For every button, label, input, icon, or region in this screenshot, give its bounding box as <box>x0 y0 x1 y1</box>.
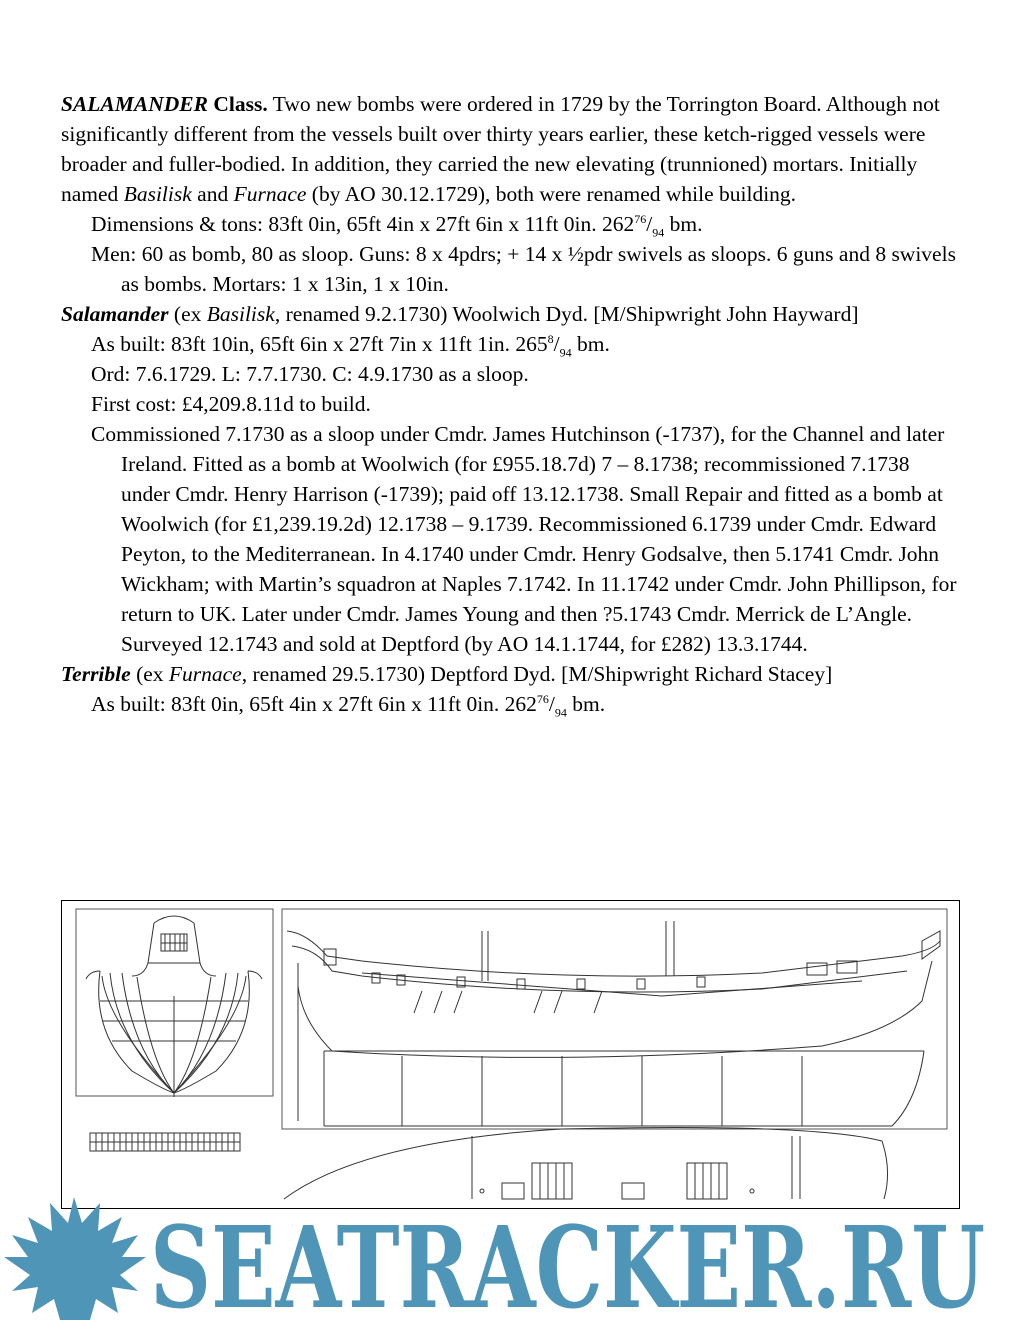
ship-name-terrible: Terrible <box>61 662 131 686</box>
profile-plan <box>282 909 947 1129</box>
salamander-heading-rest: , renamed 9.2.1730) Woolwich Dyd. [M/Shipwright John Hayward] <box>274 302 859 326</box>
salamander-built-text: As built: 83ft 10in, 65ft 6in x 27ft 7in x 11ft 1in. 265 <box>91 332 548 356</box>
intro-name-basilisk: Basilisk <box>123 182 192 206</box>
salamander-ex-prefix: (ex <box>168 302 207 326</box>
intro-text-1: Two new bombs were ordered in 1729 by the Torrington Board. Although not significantly different from the vessels built over thirty years earlier, these ketch-rigged vessels were broader and fuller-bodied. In addition, they carried the new elevating (trunnioned) mortars. Initially named <box>61 92 940 206</box>
salamander-built-end: bm. <box>571 332 610 356</box>
intro-text-2: and <box>191 182 234 206</box>
class-intro-paragraph <box>61 89 961 209</box>
watermark-text: SEATRACKER.RU <box>150 1203 985 1320</box>
terrible-built-sup: 76 <box>536 691 549 706</box>
terrible-built-text: As built: 83ft 0in, 65ft 4in x 27ft 6in x 11ft 0in. 262 <box>91 692 537 716</box>
class-armament: Men: 60 as bomb, 80 as sloop. Guns: 8 x 4pdrs; + 14 x ½pdr swivels as sloops. 6 guns and 8 swivels as bombs. Mortars: 1 x 13in, 1 x 10in. <box>91 242 956 296</box>
dims-end: bm. <box>664 212 703 236</box>
salamander-built-sup: 8 <box>547 331 554 346</box>
terrible-ex-prefix: (ex <box>130 662 169 686</box>
salamander-as-built: As built: 83ft 10in, 65ft 6in x 27ft 7in x 11ft 1in. $265^8/_{94}$ bm. <box>91 331 610 360</box>
class-name: SALAMANDER <box>61 92 208 116</box>
body-text <box>61 89 961 719</box>
salamander-history: Commissioned 7.1730 as a sloop under Cmdr. James Hutchinson (-1737), for the Channel and later Ireland. Fitted as a bomb at Woolwich (for £955.18.7d) 7 – 8.1738; recommissioned 7.1738 under Cmdr. Henry Harrison (-1739); paid off 13.12.1738. Small Repair and fitted as a bomb at Woolwich (for £1,239.19.2d) 12.1738 – 9.1739. Recommissioned 6.1739 under Cmdr. Edward Peyton, to the Mediterranean. In 4.1740 under Cmdr. Henry Godsalve, then 5.1741 Cmdr. John Wickham; with Martin’s squadron at Naples 7.1742. In 11.1742 under Cmdr. John Phillipson, for return to UK. Later under Cmdr. James Young and then ?5.1743 Cmdr. Merrick de L’Angle. Surveyed 12.1743 and sold at Deptford (by AO 14.1.1744, for £282) 13.3.1744. <box>91 422 957 656</box>
grating-detail <box>90 1133 240 1151</box>
salamander-heading <box>61 299 961 329</box>
dims-sub: 94 <box>652 225 665 240</box>
dims-sup: 76 <box>634 211 647 226</box>
ship-name-salamander: Salamander <box>61 302 169 326</box>
salamander-ex-name: Basilisk <box>206 302 275 326</box>
sun-logo-icon <box>4 1197 146 1320</box>
class-label: Class. <box>207 92 268 116</box>
body-plan-section <box>76 909 273 1097</box>
dims-text: Dimensions & tons: 83ft 0in, 65ft 4in x 27ft 6in x 11ft 0in. 262 <box>91 212 635 236</box>
ship-plan-drawing <box>61 900 960 1209</box>
terrible-heading-rest: , renamed 29.5.1730) Deptford Dyd. [M/Shipwright Richard Stacey] <box>241 662 833 686</box>
deck-plan <box>284 1128 888 1200</box>
salamander-dates: Ord: 7.6.1729. L: 7.7.1730. C: 4.9.1730 as a sloop. <box>91 362 529 386</box>
terrible-built-sub: 94 <box>554 705 567 720</box>
terrible-ex-name: Furnace <box>168 662 242 686</box>
intro-text-3: (by AO 30.12.1729), both were renamed while building. <box>306 182 797 206</box>
terrible-as-built: As built: 83ft 0in, 65ft 4in x 27ft 6in x 11ft 0in. $262^{76}/_{94}$ bm. <box>91 691 606 720</box>
terrible-heading <box>61 659 961 689</box>
watermark <box>0 1195 1020 1320</box>
intro-name-furnace: Furnace <box>233 182 307 206</box>
terrible-built-end: bm. <box>566 692 606 716</box>
class-dimensions: Dimensions & tons: 83ft 0in, 65ft 4in x 27ft 6in x 11ft 0in. $262^{76}/_{94}$ bm. <box>91 211 703 240</box>
salamander-cost: First cost: £4,209.8.11d to build. <box>91 392 371 416</box>
salamander-built-sub: 94 <box>559 345 572 360</box>
